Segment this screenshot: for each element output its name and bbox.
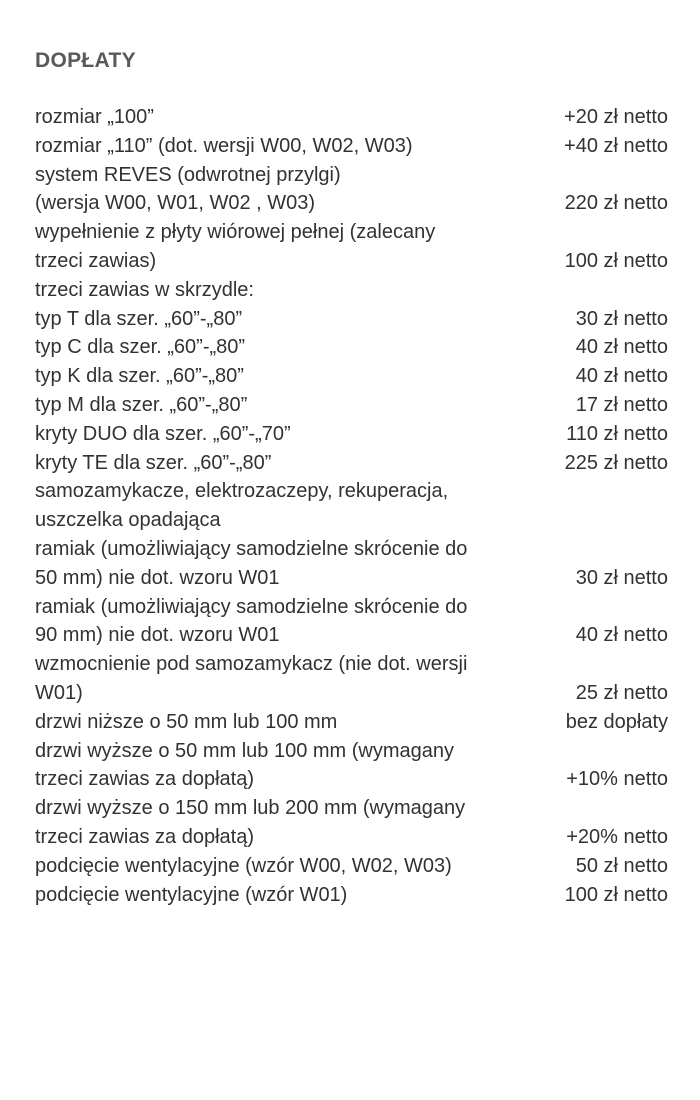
item-label-line: ramiak (umożliwiający samodzielne skrócenie do [35,537,468,560]
item-label-line: typ M dla szer. „60”-„80” [35,393,248,416]
price-list [35,103,668,909]
price-list-row [35,449,668,478]
item-label-line: wypełnienie z płyty wiórowej pełnej (zalecany [35,221,436,244]
item-price: 220 zł netto [564,192,668,215]
price-list-row [35,161,668,219]
item-label [35,535,467,593]
item-label [35,852,452,881]
price-list-row [35,333,668,362]
item-label-line: samozamykacze, elektrozaczepy, rekuperacja, [35,480,449,503]
item-label [35,737,454,795]
price-list-row [35,737,668,795]
item-price: 17 zł netto [575,393,668,416]
item-price: 25 zł netto [575,681,668,704]
item-price: 30 zł netto [575,307,668,330]
price-list-row [35,477,668,535]
price-list-row [35,103,668,132]
item-label [35,132,413,161]
item-label-line: typ K dla szer. „60”-„80” [35,365,244,388]
item-price: +40 zł netto [564,134,668,157]
item-price: 30 zł netto [575,566,668,589]
item-label-line: podcięcie wentylacyjne (wzór W00, W02, W03) [35,854,452,877]
item-price: 40 zł netto [575,365,668,388]
item-label-line: drzwi wyższe o 150 mm lub 200 mm (wymagany [35,797,466,820]
item-label-line: kryty TE dla szer. „60”-„80” [35,451,272,474]
item-label-line: trzeci zawias za dopłatą) [35,825,254,848]
item-label-line: trzeci zawias) [35,249,157,272]
item-label-line: system REVES (odwrotnej przylgi) [35,163,341,186]
item-price: 100 zł netto [564,883,668,906]
price-list-row [35,708,668,737]
item-label [35,333,245,362]
item-label [35,420,291,449]
item-label-line: W01) [35,681,83,704]
item-label [35,305,242,334]
price-list-row [35,218,668,276]
item-price: 110 zł netto [566,422,668,445]
item-price: +20 zł netto [564,106,668,128]
item-label [35,708,337,737]
item-label [35,103,154,132]
item-label-line: uszczelka opadająca [35,509,221,532]
item-price: 40 zł netto [575,336,668,359]
item-price: 40 zł netto [575,624,668,647]
item-label [35,477,448,535]
price-list-row [35,362,668,391]
price-list-row [35,852,668,881]
item-label [35,276,254,305]
item-label-line: trzeci zawias za dopłatą) [35,768,254,791]
item-price: 100 zł netto [564,249,668,272]
item-price: +10% netto [566,768,668,791]
item-label-line: (wersja W00, W01, W02 , W03) [35,192,316,215]
item-label [35,218,435,276]
price-list-row [35,535,668,593]
item-label-line: typ C dla szer. „60”-„80” [35,336,246,359]
price-list-row [35,794,668,852]
price-list-row [35,276,668,305]
item-price: +20% netto [566,825,668,848]
item-label-line: ramiak (umożliwiający samodzielne skrócenie do [35,595,468,618]
item-label [35,794,465,852]
item-label-line: rozmiar „110” (dot. wersji W00, W02, W03) [35,134,413,157]
item-label-line: typ T dla szer. „60”-„80” [35,307,243,330]
item-label [35,881,347,910]
item-label [35,391,247,420]
price-list-row [35,132,668,161]
item-label [35,362,244,391]
item-label-line: 90 mm) nie dot. wzoru W01 [35,624,280,647]
item-price: 225 zł netto [564,451,668,474]
page-title: DOPŁATY [35,49,136,72]
item-label-line: trzeci zawias w skrzydle: [35,278,254,301]
item-label [35,449,271,478]
price-list-row [35,881,668,910]
item-label-line: rozmiar „100” [35,106,154,128]
item-label-line: kryty DUO dla szer. „60”-„70” [35,422,291,445]
price-list-row [35,391,668,420]
item-price: bez dopłaty [565,710,668,733]
item-label [35,593,467,651]
price-list-row [35,593,668,651]
item-price: 50 zł netto [575,854,668,877]
item-label-line: podcięcie wentylacyjne (wzór W01) [35,883,348,906]
item-label-line: 50 mm) nie dot. wzoru W01 [35,566,280,589]
price-list-row [35,420,668,449]
item-label-line: drzwi wyższe o 50 mm lub 100 mm (wymagany [35,739,455,762]
item-label [35,650,467,708]
item-label-line: wzmocnienie pod samozamykacz (nie dot. wersji [35,653,468,676]
item-label [35,161,341,219]
price-list-row [35,305,668,334]
item-label-line: drzwi niższe o 50 mm lub 100 mm [35,710,338,733]
price-list-row [35,650,668,708]
